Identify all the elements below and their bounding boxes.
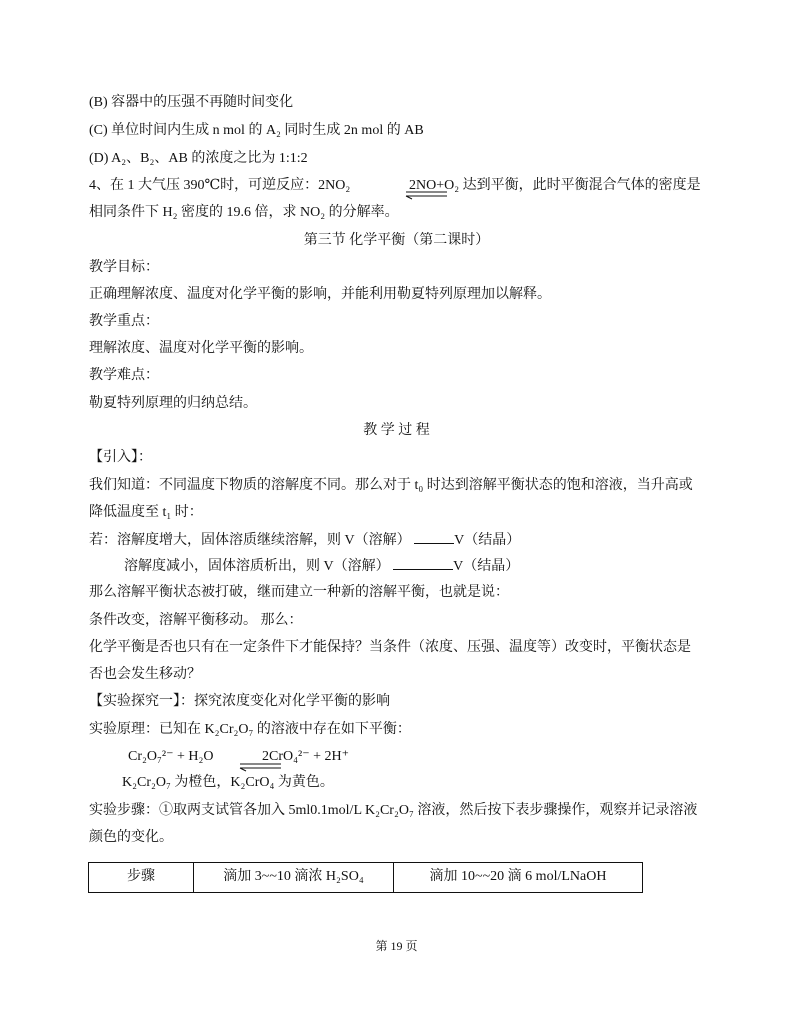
question-line2: 否也会发生移动？ bbox=[89, 667, 201, 682]
page-number: 第 19 页 bbox=[375, 939, 418, 953]
intro-line2: 降低温度至 t₁ 时： bbox=[89, 505, 203, 520]
difficulty-heading: 教学难点： bbox=[89, 368, 159, 383]
key-heading: 教学重点： bbox=[89, 314, 159, 329]
case-decrease bbox=[124, 557, 519, 576]
intro-heading: 【引入】： bbox=[89, 450, 152, 465]
option-d: (D) A₂、B₂、AB 的浓度之比为 1:1:2 bbox=[89, 151, 308, 166]
process-title: 教 学 过 程 bbox=[363, 423, 430, 438]
question-4-right: 2NO+O₂ 达到平衡，此时平衡混合气体的密度是 bbox=[409, 178, 701, 193]
principle-text: 实验原理：已知在 K₂Cr₂O₇ 的溶液中存在如下平衡： bbox=[89, 722, 411, 737]
steps-table bbox=[88, 862, 643, 893]
key-text: 理解浓度、温度对化学平衡的影响。 bbox=[89, 341, 313, 356]
option-c: (C) 单位时间内生成 n mol 的 A₂ 同时生成 2n mol 的 AB bbox=[89, 123, 424, 138]
question-line1: 化学平衡是否也只有在一定条件下才能保持？当条件（浓度、压强、温度等）改变时，平衡状态是 bbox=[89, 640, 691, 655]
case-decrease-text: 溶解度减小，固体溶质析出，则 V（溶解） bbox=[124, 559, 390, 574]
case-increase-end: V（结晶） bbox=[454, 533, 521, 548]
goal-heading: 教学目标： bbox=[89, 260, 159, 275]
goal-text: 正确理解浓度、温度对化学平衡的影响，并能利用勒夏特列原理加以解释。 bbox=[89, 287, 551, 302]
steps-line1: 实验步骤：①取两支试管各加入 5ml0.1mol/L K₂Cr₂O₇ 溶液，然后按下表步骤操作，观察并记录溶液 bbox=[89, 803, 698, 818]
section-title: 第三节 化学平衡（第二课时） bbox=[303, 233, 490, 248]
color-note: K₂Cr₂O₇ 为橙色，K₂CrO₄ 为黄色。 bbox=[122, 775, 334, 790]
table-header-cell: 滴加 10~~20 滴 6 mol/LNaOH bbox=[394, 863, 643, 893]
equilibrium-arrow-icon bbox=[237, 762, 283, 772]
question-4-line2: 相同条件下 H₂ 密度的 19.6 倍，求 NO₂ 的分解率。 bbox=[89, 205, 399, 220]
table-header-cell: 步骤 bbox=[89, 863, 194, 893]
experiment-heading: 【实验探究一】：探究浓度变化对化学平衡的影响 bbox=[89, 694, 390, 709]
answer-blank-2[interactable] bbox=[393, 557, 453, 570]
table-header-cell: 滴加 3~~10 滴浓 H₂SO₄ bbox=[194, 863, 394, 893]
option-b: (B) 容器中的压强不再随时间变化 bbox=[89, 95, 294, 110]
difficulty-text: 勒夏特列原理的归纳总结。 bbox=[89, 396, 257, 411]
question-4-left: 4、在 1 大气压 390℃时，可逆反应：2NO₂ bbox=[89, 178, 351, 193]
table-row bbox=[89, 863, 643, 893]
answer-blank-1[interactable] bbox=[414, 531, 454, 544]
equilibrium-arrow-icon bbox=[403, 190, 449, 200]
balance-moves: 条件改变，溶解平衡移动。 那么： bbox=[89, 613, 303, 628]
case-decrease-end: V（结晶） bbox=[453, 559, 520, 574]
steps-line2: 颜色的变化。 bbox=[89, 830, 173, 845]
case-increase bbox=[89, 531, 520, 550]
case-increase-text: 若：溶解度增大，固体溶质继续溶解，则 V（溶解） bbox=[89, 533, 411, 548]
balance-broken: 那么溶解平衡状态被打破，继而建立一种新的溶解平衡，也就是说： bbox=[89, 585, 509, 600]
equation-right: 2CrO₄²⁻ + 2H⁺ bbox=[262, 749, 349, 764]
equation-left: Cr₂O₇²⁻ + H₂O bbox=[128, 749, 214, 764]
intro-line1: 我们知道：不同温度下物质的溶解度不同。那么对于 t₀ 时达到溶解平衡状态的饱和溶液，当升高或 bbox=[89, 478, 693, 493]
